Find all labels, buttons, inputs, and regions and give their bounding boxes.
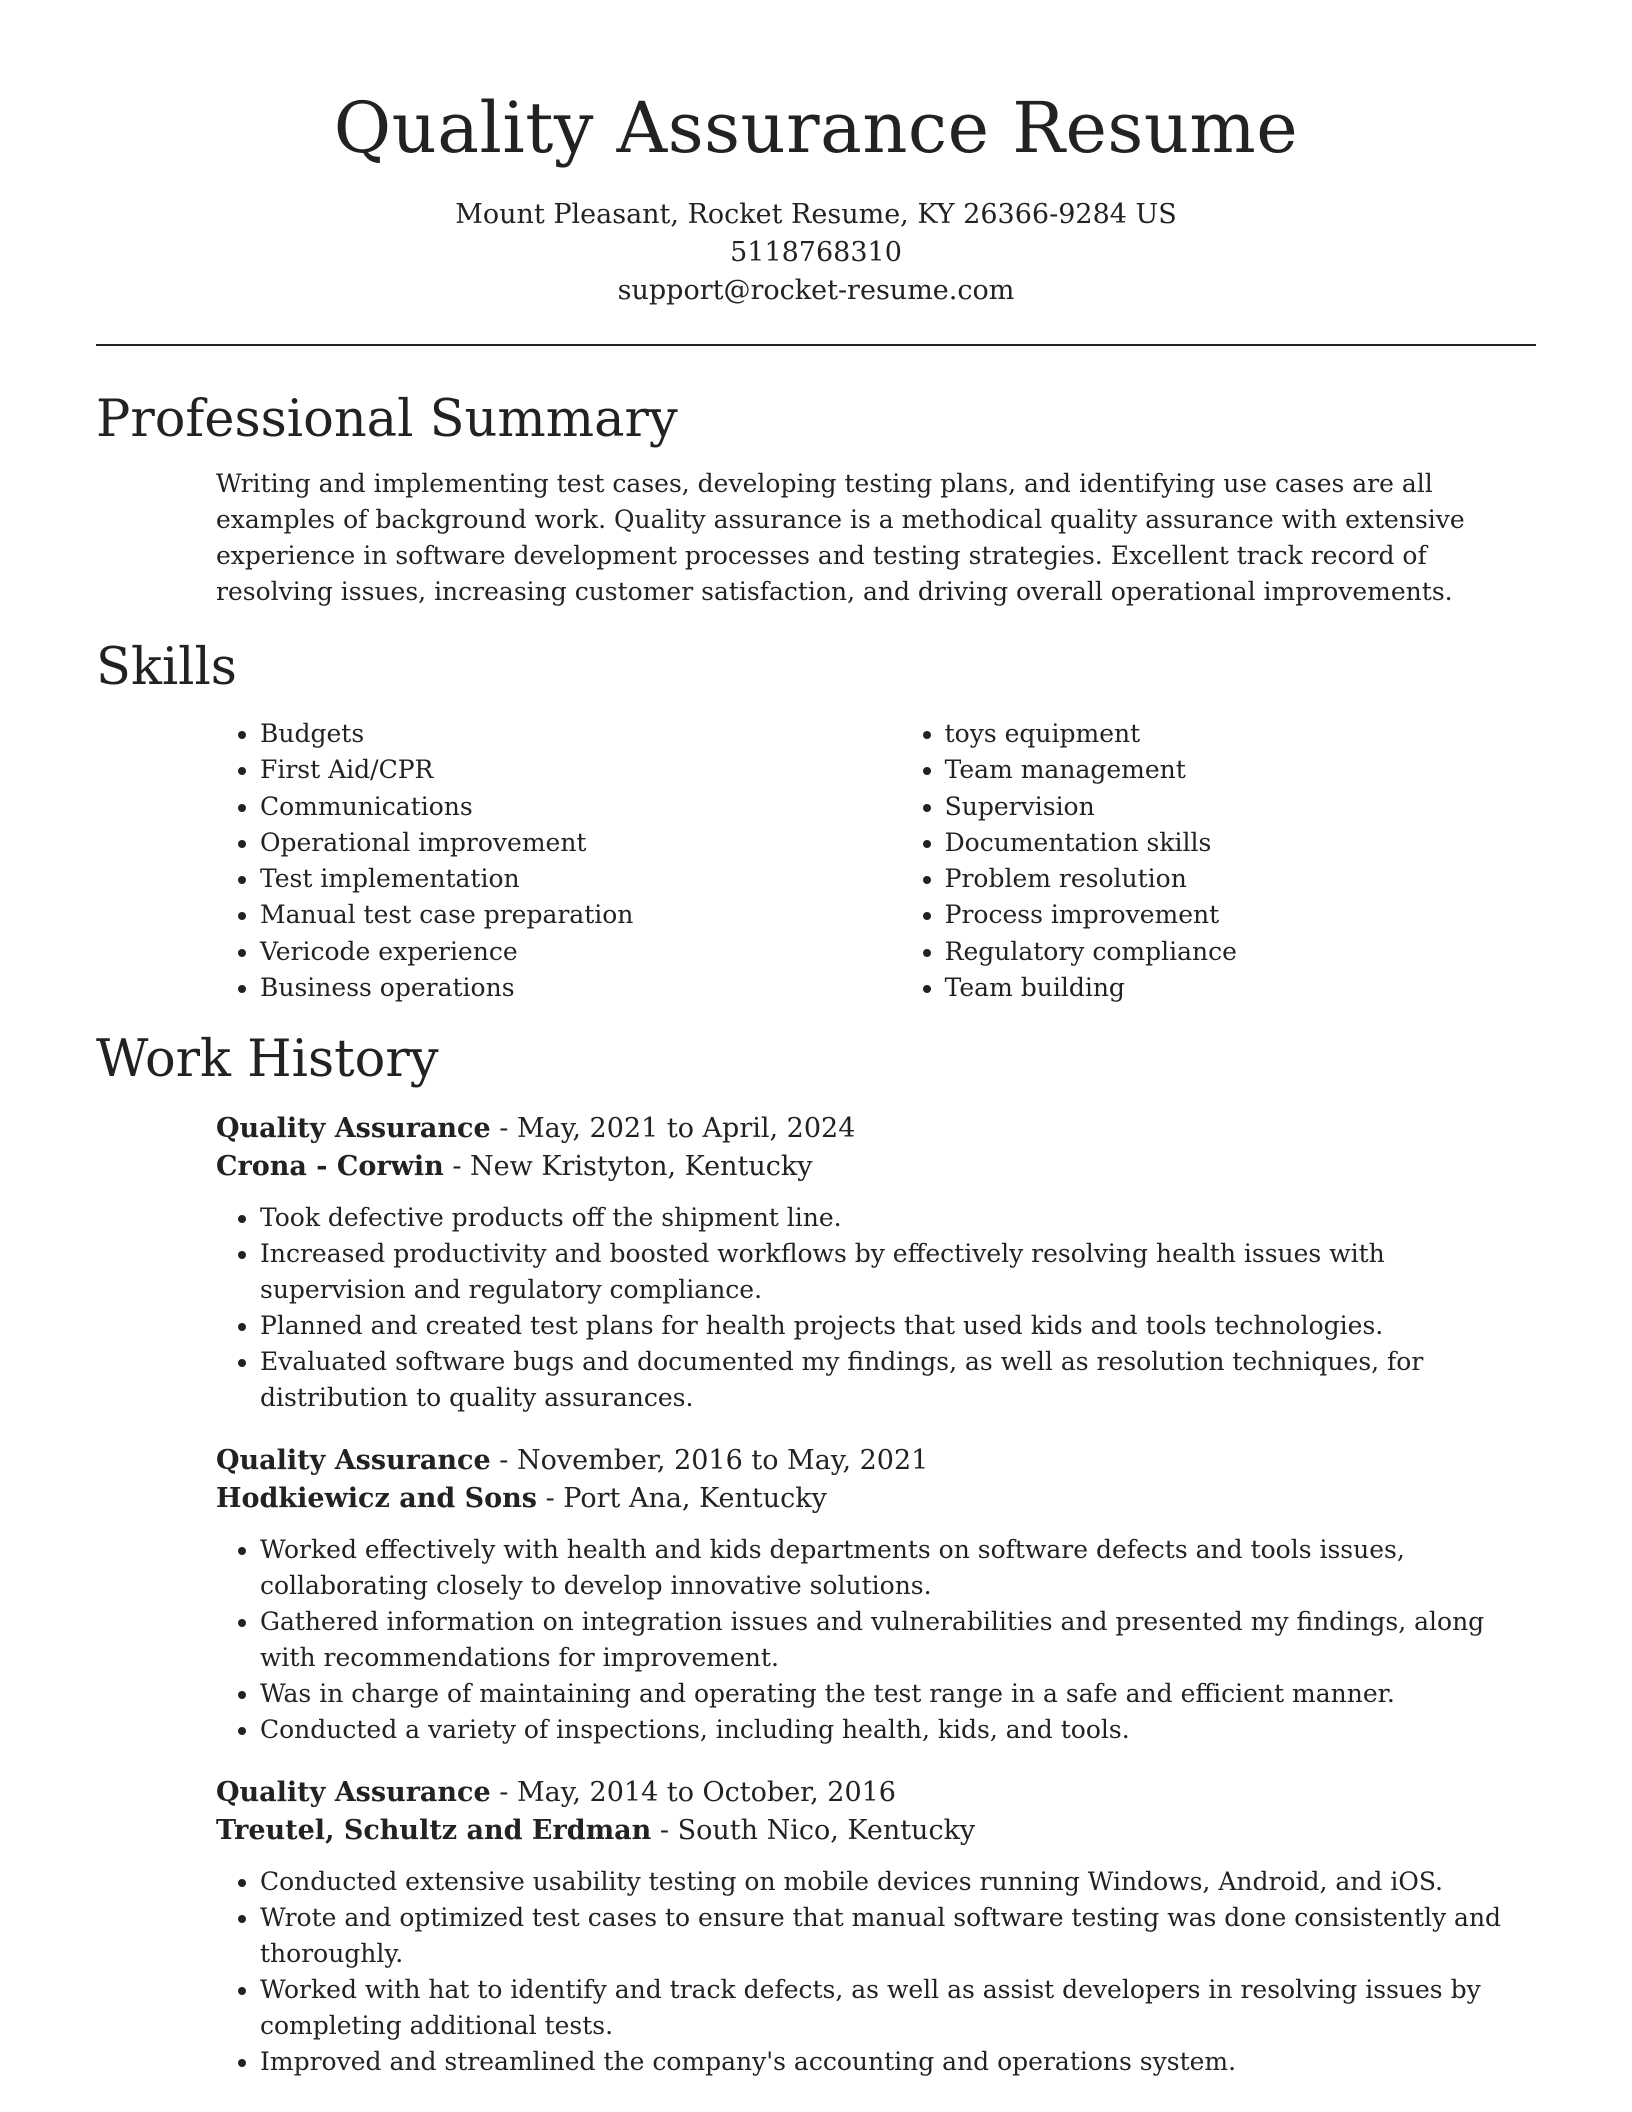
duty-item: • Gathered information on integration issues and vulnerabilities and presented my findings, along with recommendations for improvement. bbox=[260, 1604, 1536, 1676]
job-dates: May, 2014 to October, 2016 bbox=[516, 1777, 896, 1809]
contact-email: support@rocket-resume.com bbox=[617, 275, 1015, 306]
skills-heading: Skills bbox=[96, 638, 237, 697]
resume-header bbox=[0, 0, 1632, 310]
skill-item: • Team building bbox=[945, 970, 1536, 1006]
contact-phone: 5118768310 bbox=[730, 237, 902, 268]
skill-item: • Vericode experience bbox=[260, 934, 901, 970]
skill-item: • Operational improvement bbox=[260, 825, 901, 861]
duty-item: • Improved and streamlined the company's accounting and operations system. bbox=[260, 2044, 1536, 2080]
job-title-line bbox=[216, 1110, 1536, 1148]
skill-item: • Problem resolution bbox=[945, 861, 1536, 897]
job-dates: May, 2021 to April, 2024 bbox=[516, 1113, 856, 1145]
skill-item: • toys equipment bbox=[945, 716, 1536, 752]
skill-item: • Documentation skills bbox=[945, 825, 1536, 861]
job-duties bbox=[216, 1200, 1536, 1416]
skill-item: • Budgets bbox=[260, 716, 901, 752]
skill-item: • Manual test case preparation bbox=[260, 897, 901, 933]
skill-item: • Business operations bbox=[260, 970, 901, 1006]
job-duties bbox=[216, 1532, 1536, 1748]
duty-item: • Took defective products off the shipment line. bbox=[260, 1200, 1536, 1236]
job-entry bbox=[216, 1774, 1536, 2080]
work-history-section bbox=[0, 1110, 1632, 2080]
contact-address: Mount Pleasant, Rocket Resume, KY 26366-9284 US bbox=[455, 199, 1177, 230]
duty-item: • Planned and created test plans for health projects that used kids and tools technologies. bbox=[260, 1308, 1536, 1344]
skill-item: • Supervision bbox=[945, 789, 1536, 825]
job-separator: - bbox=[659, 1815, 678, 1847]
job-title-line bbox=[216, 1442, 1536, 1480]
job-company-line bbox=[216, 1148, 1536, 1186]
job-separator: - bbox=[499, 1777, 517, 1809]
job-entry bbox=[216, 1110, 1536, 1416]
duty-item: • Evaluated software bugs and documented my findings, as well as resolution techniques, for distribution to quality assurances. bbox=[260, 1344, 1536, 1416]
duty-item: • Was in charge of maintaining and operating the test range in a safe and efficient manner. bbox=[260, 1676, 1536, 1712]
summary-heading: Professional Summary bbox=[96, 390, 678, 449]
duty-item: • Increased productivity and boosted workflows by effectively resolving health issues with supervision and regulatory compliance. bbox=[260, 1236, 1536, 1308]
skills-list-right bbox=[901, 716, 1536, 1006]
job-role: Quality Assurance bbox=[216, 1113, 491, 1145]
job-location: New Kristyton, Kentucky bbox=[470, 1151, 813, 1183]
resume-title: Quality Assurance Resume bbox=[333, 87, 1299, 169]
job-company-line bbox=[216, 1480, 1536, 1518]
skills-section bbox=[0, 716, 1632, 1006]
job-location: Port Ana, Kentucky bbox=[563, 1483, 827, 1515]
skill-item: • Process improvement bbox=[945, 897, 1536, 933]
duty-item: • Conducted extensive usability testing on mobile devices running Windows, Android, and iOS. bbox=[260, 1864, 1536, 1900]
duty-item: • Worked effectively with health and kids departments on software defects and tools issues, collaborating closely to develop innovative solutions. bbox=[260, 1532, 1536, 1604]
contact-info bbox=[0, 196, 1632, 310]
skill-item: • Test implementation bbox=[260, 861, 901, 897]
summary-section bbox=[0, 466, 1632, 610]
skill-item: • Regulatory compliance bbox=[945, 934, 1536, 970]
job-company-line bbox=[216, 1812, 1536, 1850]
job-separator: - bbox=[452, 1151, 471, 1183]
job-company: Hodkiewicz and Sons bbox=[216, 1483, 537, 1515]
job-role: Quality Assurance bbox=[216, 1777, 491, 1809]
job-dates: November, 2016 to May, 2021 bbox=[516, 1445, 929, 1477]
job-duties bbox=[216, 1864, 1536, 2080]
summary-text: Writing and implementing test cases, developing testing plans, and identifying use cases are all examples of background work. Quality assurance is a methodical quality assurance with extensive experience in software development processes and testing strategies. Excellent track record of resolving issues, increasing customer satisfaction, and driving overall operational improvements. bbox=[216, 469, 1465, 606]
skill-item: • Communications bbox=[260, 789, 901, 825]
job-entry bbox=[216, 1442, 1536, 1748]
skill-item: • Team management bbox=[945, 752, 1536, 788]
job-title-line bbox=[216, 1774, 1536, 1812]
skills-list-left bbox=[216, 716, 901, 1006]
work-history-heading: Work History bbox=[96, 1030, 439, 1090]
job-location: South Nico, Kentucky bbox=[677, 1815, 976, 1847]
skill-item: • First Aid/CPR bbox=[260, 752, 901, 788]
job-separator: - bbox=[499, 1113, 517, 1145]
duty-item: • Conducted a variety of inspections, including health, kids, and tools. bbox=[260, 1712, 1536, 1748]
job-separator: - bbox=[545, 1483, 564, 1515]
job-company: Crona - Corwin bbox=[216, 1151, 444, 1183]
job-company: Treutel, Schultz and Erdman bbox=[216, 1815, 652, 1847]
job-role: Quality Assurance bbox=[216, 1445, 491, 1477]
job-separator: - bbox=[499, 1445, 517, 1477]
header-divider bbox=[96, 344, 1536, 346]
duty-item: • Wrote and optimized test cases to ensure that manual software testing was done consistently and thoroughly. bbox=[260, 1900, 1536, 1972]
duty-item: • Worked with hat to identify and track defects, as well as assist developers in resolving issues by completing additional tests. bbox=[260, 1972, 1536, 2044]
